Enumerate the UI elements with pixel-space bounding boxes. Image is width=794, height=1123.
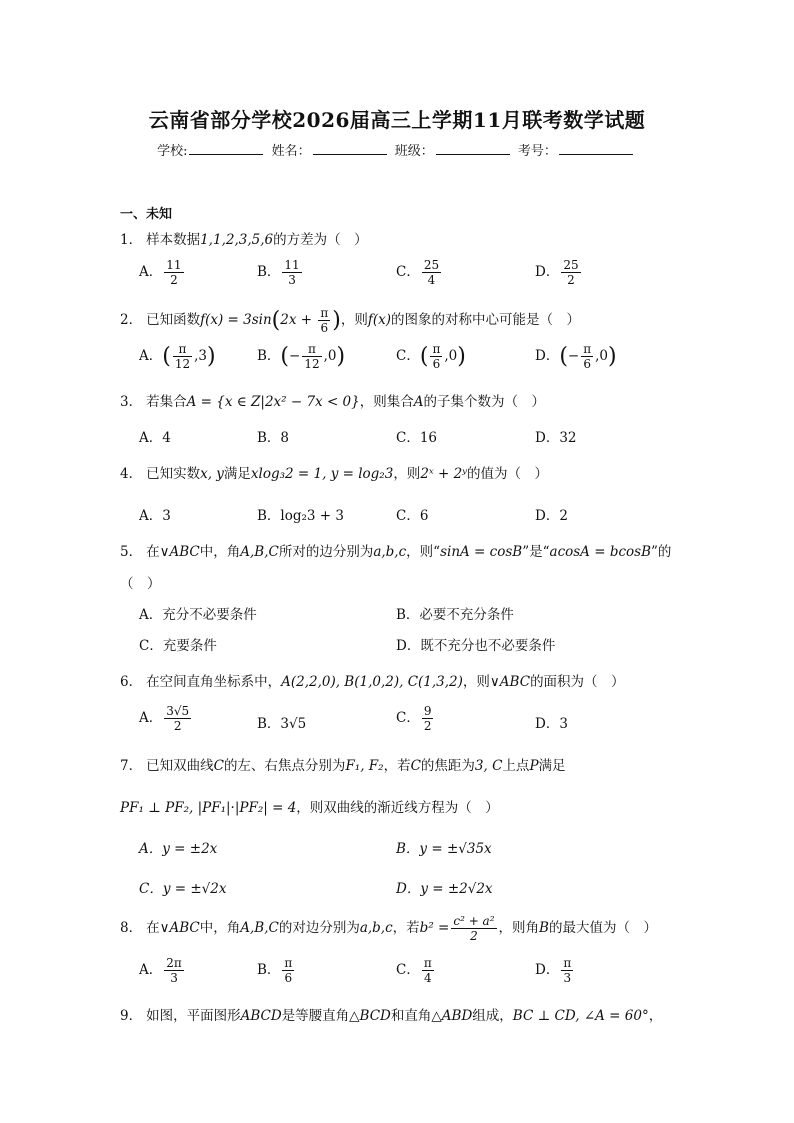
question-text: 上点 — [502, 758, 530, 774]
option-b[interactable]: B．3√5 — [257, 716, 307, 732]
minus-sign: − — [289, 348, 301, 364]
question-text: 的图象的对称中心可能是（ ） — [391, 312, 581, 328]
option-label: B． — [257, 348, 281, 364]
math-expression: A,B,C — [240, 920, 279, 936]
option-d[interactable]: D．既不充分也不必要条件 — [396, 638, 556, 654]
math-expression: △BCD — [349, 1008, 391, 1024]
fraction — [302, 342, 321, 371]
question-text: 的对边分别为 — [278, 920, 360, 936]
exam-number-label: 考号： — [517, 144, 557, 159]
option-label: D． — [535, 264, 560, 280]
question-7 — [120, 754, 566, 774]
numerator: c² + a² — [453, 914, 495, 928]
math-expression: b² = — [419, 920, 450, 936]
option-c[interactable]: C．6 — [396, 508, 429, 524]
question-text: 中，角 — [199, 920, 241, 936]
question-text: ，则角 — [498, 920, 540, 936]
question-text: 如图，平面图形 — [146, 1008, 241, 1024]
option-c[interactable]: C．充要条件 — [139, 638, 217, 654]
section-heading: 一、未知 — [120, 207, 173, 222]
numerator: 2π — [166, 956, 182, 970]
question-text: ，则 — [393, 466, 421, 482]
math-expression: 2ˣ + 2ʸ — [420, 466, 467, 482]
option-a[interactable]: A．3 — [139, 508, 171, 524]
math-expression: ∨ABC — [159, 544, 200, 560]
question-9 — [120, 1004, 662, 1024]
math-expression: 1,1,2,3,5,6 — [200, 232, 274, 248]
question-text: ”的 — [651, 544, 672, 560]
math-expression: ∨ABC — [159, 920, 200, 936]
math-expression: C — [213, 758, 224, 774]
question-text: 和直角 — [390, 1008, 432, 1024]
question-4-options — [139, 504, 759, 534]
numerator: 11 — [284, 258, 300, 272]
question-number: 8． — [120, 920, 143, 936]
question-text: 在空间直角坐标系中， — [146, 674, 282, 690]
question-1-options — [139, 258, 759, 288]
fraction — [581, 342, 593, 371]
minus-sign: − — [567, 348, 580, 364]
math-expression: f(x) — [367, 312, 392, 328]
option-d[interactable] — [535, 258, 583, 287]
option-label: A． — [139, 962, 163, 978]
denominator: 2 — [423, 719, 432, 733]
math-expression: xlog₃2 = 1, y = log₂3 — [250, 466, 394, 482]
option-b[interactable]: B．y = ±√35x — [396, 841, 492, 857]
denominator: 3 — [288, 273, 296, 287]
question-text: 的方差为（ ） — [273, 232, 368, 248]
option-d[interactable]: D．2 — [535, 508, 568, 524]
question-8 — [120, 914, 657, 943]
math-expression: A — [413, 394, 424, 410]
denominator: 4 — [427, 273, 436, 287]
question-text: 的子集个数为（ ） — [423, 394, 545, 410]
option-c[interactable] — [396, 704, 435, 733]
option-label: C． — [396, 710, 420, 726]
fraction — [561, 956, 573, 985]
numerator: π — [423, 956, 432, 970]
math-expression: B — [539, 920, 549, 936]
math-expression: acosA = bcosB — [549, 544, 652, 560]
paren: ( — [280, 344, 290, 369]
question-text: 所对的边分别为 — [278, 544, 374, 560]
question-text: 若集合 — [146, 394, 187, 410]
math-expression: P — [529, 758, 539, 774]
fraction — [164, 704, 191, 733]
fraction — [422, 258, 441, 287]
question-text: 在 — [146, 920, 160, 936]
paren: ( — [559, 344, 568, 369]
option-d[interactable] — [535, 956, 575, 985]
question-7-options-row1 — [139, 837, 759, 867]
denominator: 2 — [567, 273, 575, 287]
name-blank — [313, 142, 387, 155]
option-label: B． — [257, 962, 281, 978]
denominator: 2 — [170, 273, 178, 287]
numerator: π — [173, 342, 192, 357]
question-number: 7． — [120, 758, 143, 774]
math-expression: PF₁ ⊥ PF₂, |PF₁|·|PF₂| = 4 — [120, 800, 297, 816]
fraction — [451, 914, 496, 943]
question-text: ， — [648, 1008, 663, 1024]
fraction — [282, 956, 294, 985]
denominator: 12 — [174, 357, 191, 371]
question-text: ”是“ — [522, 544, 550, 560]
option-a[interactable] — [139, 956, 186, 985]
option-value: ,3 — [194, 348, 208, 364]
question-text: 已知双曲线 — [146, 758, 214, 774]
option-label: C． — [396, 348, 420, 364]
fraction — [561, 258, 580, 287]
question-5-continuation: （ ） — [120, 576, 161, 592]
question-text: 已知实数 — [146, 466, 201, 482]
question-text: ，则 — [340, 312, 368, 328]
option-c[interactable] — [396, 258, 443, 287]
question-6-options — [139, 704, 759, 734]
option-b[interactable] — [257, 956, 296, 985]
question-number: 9． — [120, 1008, 143, 1024]
question-text: 已知函数 — [146, 312, 201, 328]
question-text: ，则集合 — [359, 394, 414, 410]
option-label: D． — [535, 348, 560, 364]
question-2 — [120, 306, 580, 335]
denominator: 2 — [173, 719, 182, 733]
numerator: π — [284, 956, 293, 970]
math-expression: 3, C — [474, 758, 503, 774]
denominator: 6 — [320, 321, 329, 335]
question-text: ，若 — [392, 920, 420, 936]
question-text: 在 — [146, 544, 160, 560]
denominator: 12 — [304, 357, 320, 371]
option-d[interactable] — [535, 342, 617, 371]
question-8-options — [139, 956, 759, 986]
question-number: 5． — [120, 544, 143, 560]
page-title: 云南省部分学校2026届高三上学期11月联考数学试题 — [148, 108, 646, 132]
question-text: 的左、右焦点分别为 — [223, 758, 346, 774]
numerator: 3√5 — [166, 704, 190, 718]
numerator: 25 — [563, 258, 579, 272]
question-7-options-row2 — [139, 877, 759, 907]
question-text: 的面积为（ ） — [530, 674, 625, 690]
fraction — [282, 258, 301, 287]
option-c[interactable]: C．16 — [396, 430, 438, 446]
fraction — [318, 306, 330, 335]
question-text: ，则 — [462, 674, 490, 690]
option-c[interactable] — [396, 342, 466, 371]
option-b[interactable] — [257, 342, 345, 371]
option-value: ,0 — [595, 348, 609, 364]
paren: ) — [608, 344, 617, 369]
option-a[interactable]: A．4 — [139, 430, 171, 446]
question-text: 满足 — [538, 758, 566, 774]
option-d[interactable]: D．y = ±2√2x — [396, 881, 493, 897]
denominator: 4 — [423, 971, 432, 985]
option-c[interactable]: C．y = ±√2x — [139, 881, 227, 897]
math-expression: f(x) = 3sin — [200, 312, 272, 328]
question-7-continuation — [120, 796, 499, 816]
option-d[interactable]: D．3 — [535, 716, 568, 732]
option-d[interactable]: D．32 — [535, 430, 577, 446]
paren: ( — [419, 344, 429, 369]
numerator: π — [583, 342, 592, 356]
question-5-options-row1 — [139, 603, 759, 633]
paren: ) — [457, 344, 466, 369]
school-label: 学校: — [157, 144, 188, 159]
question-5 — [120, 540, 671, 560]
math-expression: C — [410, 758, 421, 774]
option-label: C． — [396, 264, 420, 280]
option-value: ,0 — [444, 348, 458, 364]
math-expression: A(2,2,0), B(1,0,2), C(1,3,2) — [281, 674, 463, 690]
math-expression: 2x + — [280, 312, 317, 328]
option-a[interactable] — [139, 704, 193, 733]
option-value: ,0 — [323, 348, 337, 364]
option-a[interactable]: A．y = ±2x — [139, 841, 218, 857]
question-text: 满足 — [223, 466, 251, 482]
paren: ) — [332, 308, 341, 333]
option-b[interactable]: B．log₂3 + 3 — [257, 508, 344, 524]
question-5-options-row2 — [139, 634, 759, 664]
math-expression: △ABD — [431, 1008, 473, 1024]
question-1 — [120, 228, 368, 248]
question-number: 2． — [120, 312, 143, 328]
math-expression: sinA = cosB — [440, 544, 523, 560]
numerator: 9 — [423, 704, 432, 718]
option-a[interactable]: A．充分不必要条件 — [139, 607, 257, 623]
numerator: π — [432, 342, 441, 356]
exam-number-blank — [559, 142, 633, 155]
question-2-options — [139, 342, 759, 372]
question-text: 的值为（ ） — [466, 466, 548, 482]
option-a[interactable] — [139, 342, 216, 371]
fraction — [173, 342, 192, 371]
question-text: 的焦距为 — [420, 758, 475, 774]
denominator: 6 — [583, 357, 591, 371]
question-text: 样本数据 — [146, 232, 201, 248]
option-label: C． — [396, 962, 420, 978]
numerator: 25 — [423, 258, 440, 272]
paren: ( — [162, 344, 171, 369]
paren: ( — [271, 308, 281, 333]
option-label: D． — [535, 962, 560, 978]
denominator: 2 — [470, 929, 478, 943]
class-blank — [436, 142, 510, 155]
option-c[interactable] — [396, 956, 436, 985]
math-expression: A = {x ∈ Z|2x² − 7x < 0} — [186, 394, 360, 410]
math-expression: ABCD — [240, 1008, 282, 1024]
fraction — [164, 258, 183, 287]
school-blank — [189, 142, 263, 155]
question-text: ，则双曲线的渐近线方程为（ ） — [296, 800, 499, 816]
question-3 — [120, 390, 545, 410]
option-label: A． — [139, 348, 163, 364]
numerator: π — [320, 306, 329, 320]
option-b[interactable]: B．8 — [257, 430, 290, 446]
denominator: 3 — [563, 971, 572, 985]
math-expression: A,B,C — [240, 544, 279, 560]
option-b[interactable]: B．必要不充分条件 — [396, 607, 514, 623]
math-expression: x, y — [200, 466, 224, 482]
fraction — [164, 956, 184, 985]
question-number: 4． — [120, 466, 143, 482]
numerator: π — [563, 956, 572, 970]
name-label: 姓名： — [271, 144, 311, 159]
option-label: B． — [257, 264, 281, 280]
question-3-options — [139, 426, 759, 456]
question-text: ，若 — [383, 758, 411, 774]
fraction — [422, 704, 434, 733]
question-text: ，则“ — [406, 544, 441, 560]
paren: ) — [336, 344, 346, 369]
option-label: A． — [139, 710, 163, 726]
denominator: 3 — [170, 971, 178, 985]
question-number: 3． — [120, 394, 143, 410]
denominator: 6 — [432, 357, 441, 371]
fraction — [422, 956, 434, 985]
math-expression: a,b,c — [359, 920, 393, 936]
question-text: 中，角 — [199, 544, 241, 560]
question-text: 的最大值为（ ） — [548, 920, 657, 936]
math-expression: ∨ABC — [489, 674, 531, 690]
class-label: 班级： — [394, 144, 434, 159]
option-b[interactable] — [257, 258, 304, 287]
question-6 — [120, 670, 625, 690]
option-a[interactable] — [139, 258, 186, 287]
option-label: A． — [139, 264, 163, 280]
paren: ) — [207, 344, 216, 369]
question-number: 1． — [120, 232, 143, 248]
fraction — [430, 342, 442, 371]
math-expression: a,b,c — [373, 544, 407, 560]
question-number: 6． — [120, 674, 143, 690]
math-expression: F₁, F₂ — [345, 758, 384, 774]
question-text: 组成， — [472, 1008, 513, 1024]
math-expression: BC ⊥ CD, ∠A = 60° — [512, 1008, 649, 1024]
question-4 — [120, 462, 548, 482]
numerator: 11 — [166, 258, 182, 272]
question-text: 是等腰直角 — [281, 1008, 350, 1024]
numerator: π — [302, 342, 321, 357]
denominator: 6 — [284, 971, 293, 985]
student-info-line — [0, 140, 794, 159]
